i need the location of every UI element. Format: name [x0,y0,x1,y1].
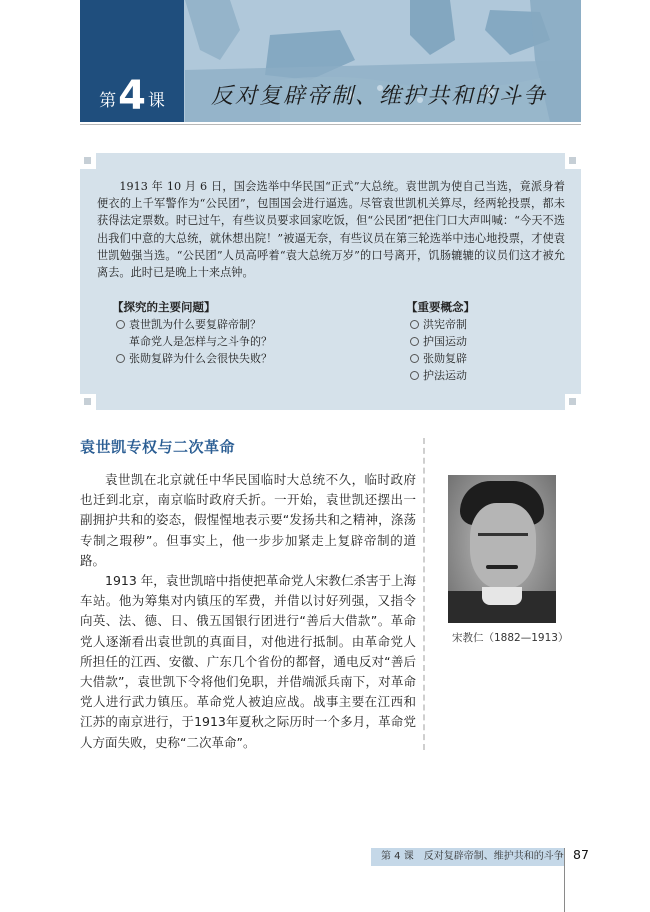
corner-notch-top-right [565,153,581,169]
circle-bullet-icon [410,354,419,363]
footer-divider [564,848,565,912]
portrait-photo [448,475,556,623]
circle-bullet-icon [410,371,419,380]
key-questions [112,299,272,367]
body-paragraph: 1913 年，袁世凯暗中指使把革命党人宋教仁杀害于上海车站。他为筹集对内镇压的军费，并借以讨好列强，又指令向英、法、德、日、俄五国银行团进行“善后大借款”。革命党人逐渐看出袁世凯的真面目，对他进行抵制。由革命党人所担任的江西、安徽、广东几个省份的都督，通电反对“善后大借款”，袁世凯下令将他们免职，并借端派兵南下，对革命党人进行武力镇压。革命党人被迫应战。战事主要在江西和江苏的南京进行，于1913年夏秋之际历时一个多月，革命党人方面失败，史称“二次革命”。 [80,573,416,750]
portrait-caption: 宋教仁（1882—1913） [452,632,569,644]
corner-notch-bottom-right [565,394,581,410]
question-item: 革命党人是怎样与之斗争的？ [129,335,272,348]
intro-box [80,153,581,410]
lesson-number: 4 [118,73,146,119]
section-heading: 袁世凯专权与二次革命 [80,438,236,456]
concept-item: 张勋复辟 [410,350,475,367]
key-questions-heading: 【探究的主要问题】 [112,300,216,314]
lesson-suffix: 课 [147,91,165,111]
lesson-header-banner [80,0,581,122]
key-concepts [406,299,475,384]
question-item: 张勋复辟为什么会很快失败？ [116,350,272,367]
question-item: 袁世凯为什么要复辟帝制？ [116,316,272,333]
concept-item: 护法运动 [410,367,475,384]
lesson-prefix: 第 [99,91,117,111]
intro-paragraph: 1913 年 10 月 6 日，国会选举中华民国“正式”大总统。袁世凯为使自己当选，竟派身着便衣的上千军警作为“公民团”，包围国会进行逼选。尽管袁世凯机关算尽，经两轮投票，都未获得法定票数。时已过午，有些议员要求回家吃饭，但“公民团”把住门口大声叫喊：“今天不选出我们中意的大总统，就休想出院！”被逼无奈，有些议员在第三轮选举中违心地投票，才使袁世凯勉强当选。“公民团”人员高呼着“袁大总统万岁”的口号离开，饥肠辘辘的议员们这才被允离去。此时已是晚上十来点钟。 [97,180,565,280]
circle-bullet-icon [410,320,419,329]
corner-notch-bottom-left [80,394,96,410]
corner-notch-top-left [80,153,96,169]
body-paragraph: 袁世凯在北京就任中华民国临时大总统不久，临时政府也迁到北京，南京临时政府夭折。一开始，袁世凯还摆出一副拥护共和的姿态，假惺惺地表示要“发扬共和之精神，涤荡专制之瑕秽”。但事实上，他一步步加紧走上复辟帝制的道路。 [80,472,416,568]
circle-bullet-icon [410,337,419,346]
circle-bullet-icon [116,320,125,329]
key-concepts-heading: 【重要概念】 [406,300,475,314]
lesson-title: 反对复辟帝制、维护共和的斗争 [211,84,548,109]
margin-divider [423,438,425,750]
page-number: 87 [573,847,589,862]
circle-bullet-icon [116,354,125,363]
concept-item: 护国运动 [410,333,475,350]
section-body [80,470,416,753]
lesson-number-label [80,72,184,119]
concept-item: 洪宪帝制 [410,316,475,333]
running-footer: 第 4 课 反对复辟帝制、维护共和的斗争 [371,848,564,866]
header-divider [80,124,581,125]
